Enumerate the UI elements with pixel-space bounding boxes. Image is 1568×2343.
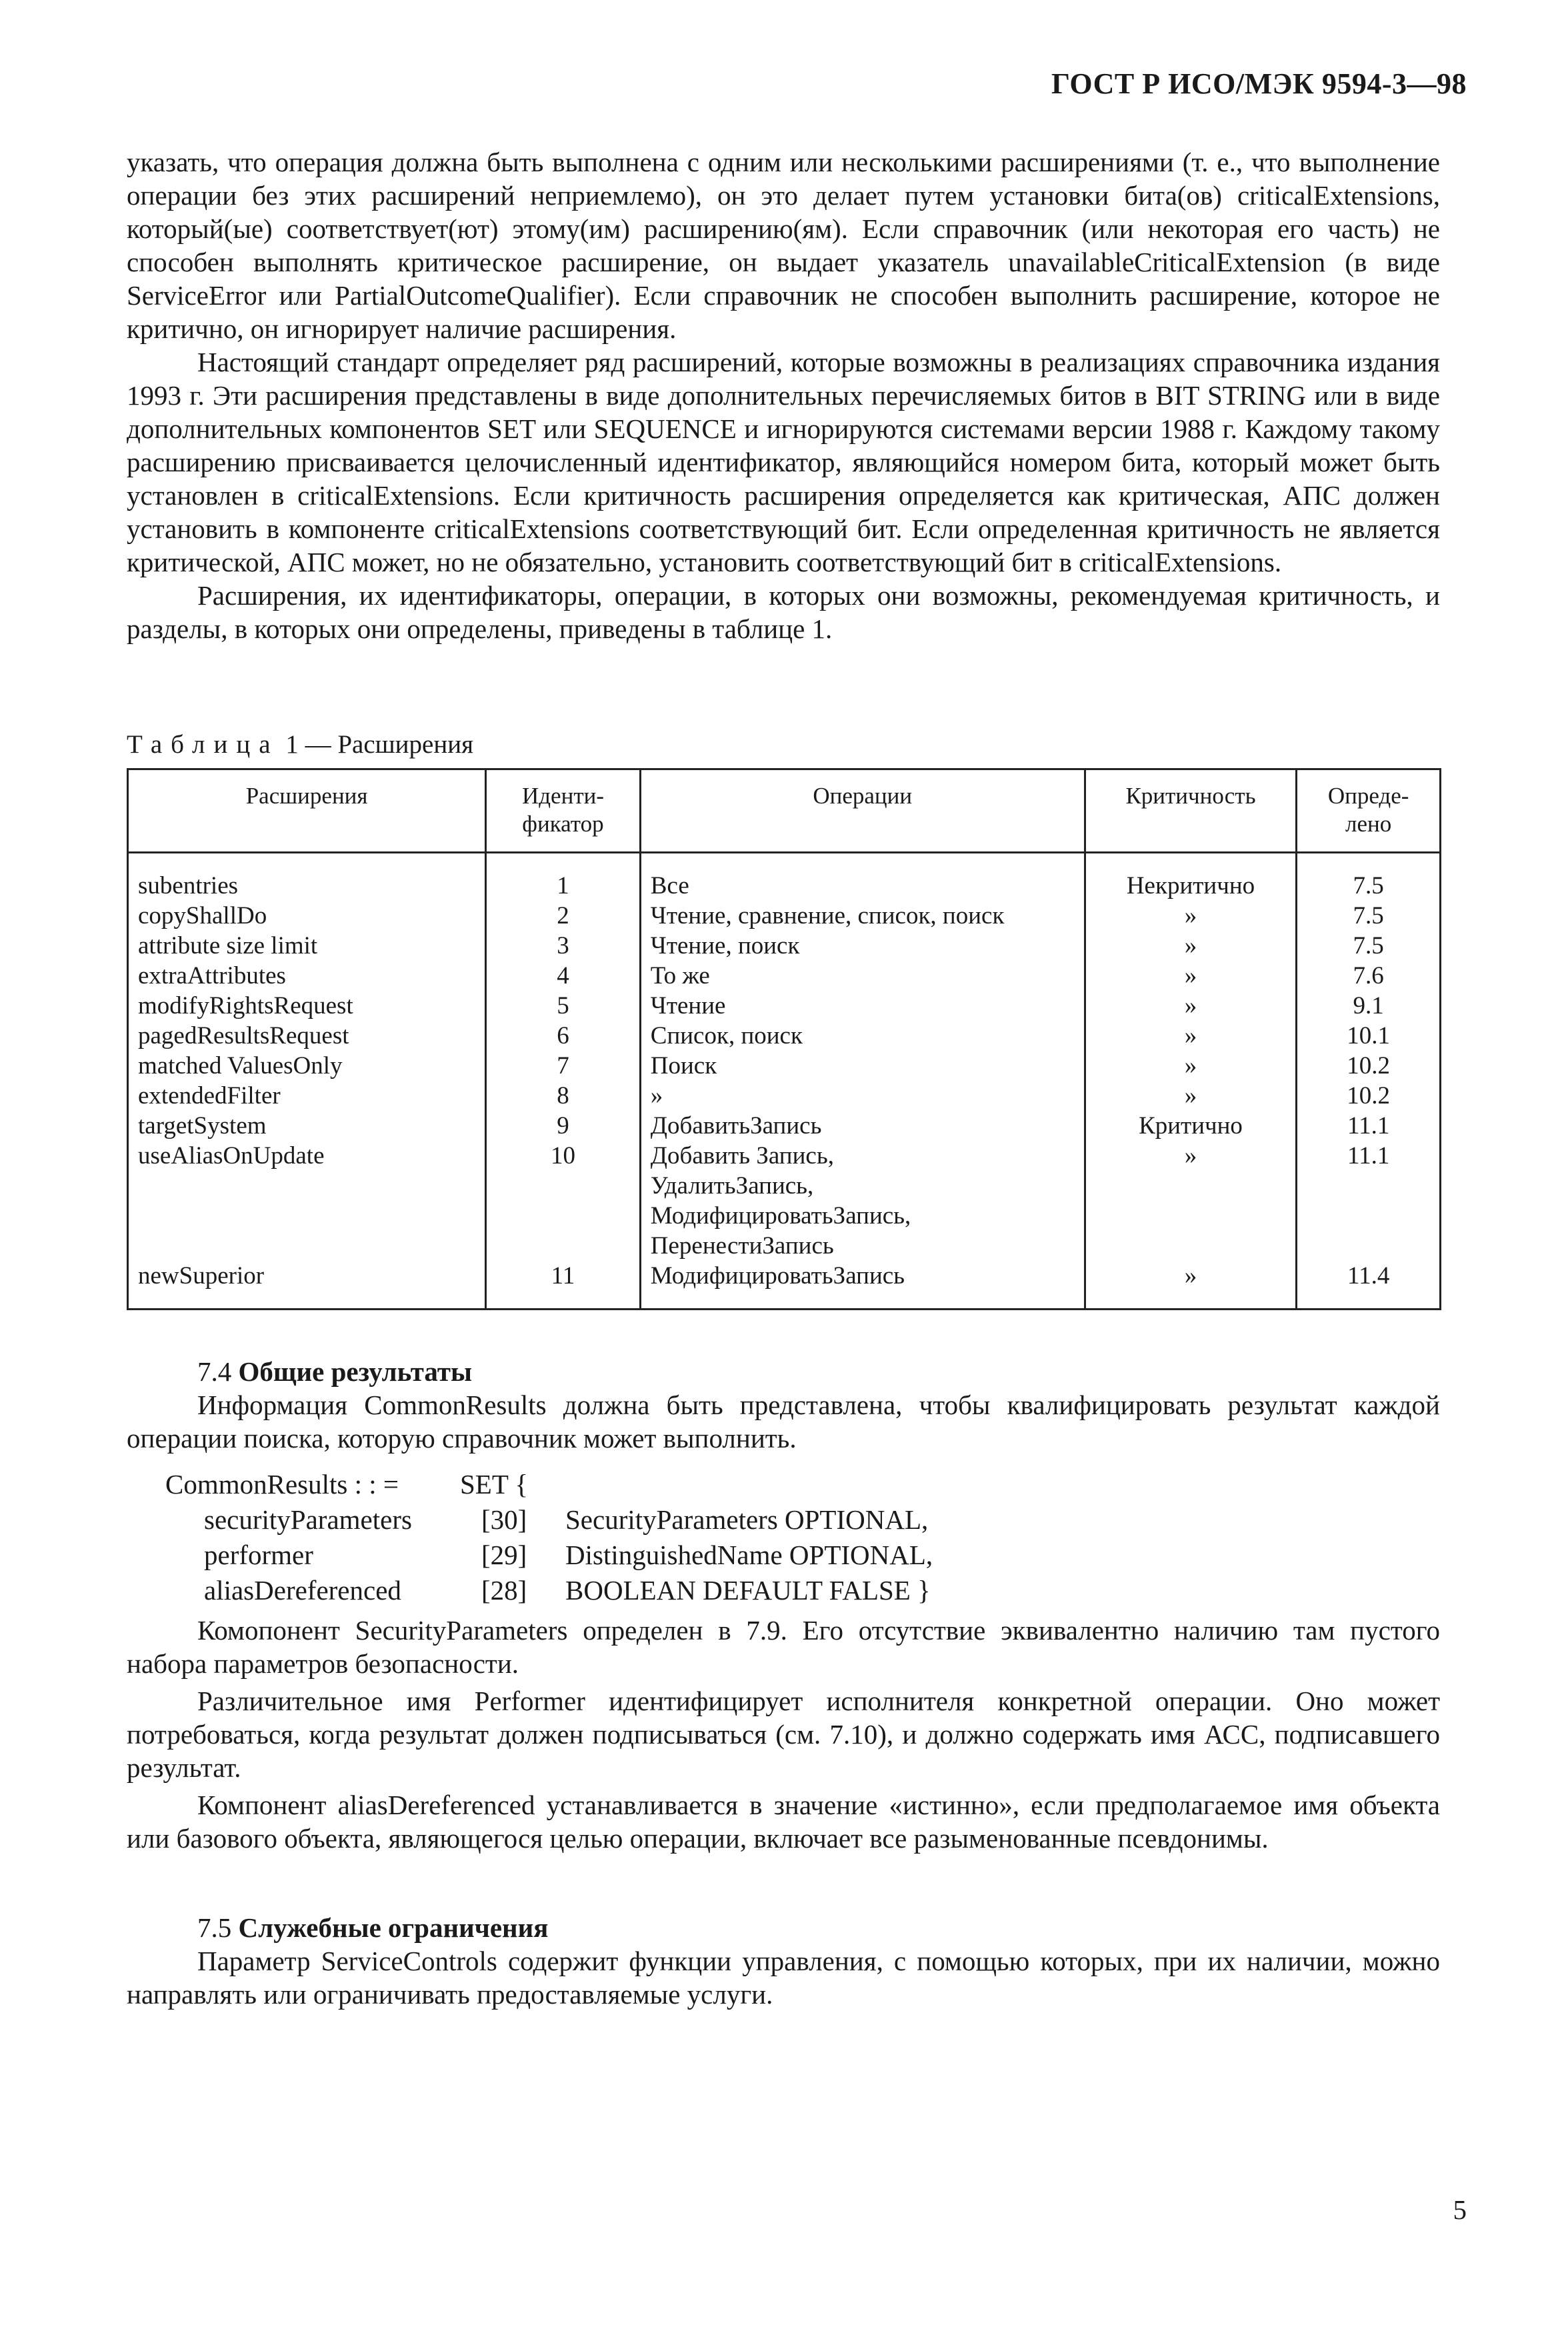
cell-identifier: 6: [486, 1021, 641, 1051]
asn-field-type: DistinguishedName OPTIONAL,: [565, 1540, 933, 1570]
cell-extension: extraAttributes: [128, 961, 486, 991]
table-caption: [127, 729, 473, 759]
cell-extension: pagedResultsRequest: [128, 1021, 486, 1051]
section-7-4-heading: [127, 1355, 1440, 1388]
asn-field-tag: [30]: [481, 1504, 527, 1535]
cell-defined: 7.5: [1297, 901, 1441, 931]
asn-field-tag: [28]: [481, 1575, 527, 1606]
asn-field-type: SecurityParameters OPTIONAL,: [565, 1504, 929, 1535]
table-caption-word: Таблица: [127, 730, 279, 759]
header-operations: Операции: [640, 769, 1085, 853]
cell-defined: 11.1: [1297, 1111, 1441, 1141]
asn-field-type: BOOLEAN DEFAULT FALSE }: [565, 1575, 931, 1606]
paragraph-2: Настоящий стандарт определяет ряд расширений, которые возможны в реализациях справочника издания 1993 г. Эти расширения представлены в виде дополнительных перечисляемых битов в BIT STRING или в виде дополнительных компонентов SET или SEQUENCE и игнорируются системами версии 1988 г. Каждому такому расширению присваивается целочисленный идентификатор, являющийся номером бита, который может быть установлен в criticalExtensions. Если критичность расширения определяется как критическая, АПС должен установить в компоненте criticalExtensions соответствующий бит. Если определенная критичность не является критической, АПС может, но не обязательно, установить соответствующий бит в criticalExtensions.: [127, 347, 1440, 577]
header-defined: Опреде- лено: [1297, 769, 1441, 853]
cell-operations: Добавить Запись, УдалитьЗапись, МодифицироватьЗапись, ПеренестиЗапись: [640, 1141, 1085, 1261]
cell-extension: copyShallDo: [128, 901, 486, 931]
cell-criticality: »: [1085, 1081, 1297, 1111]
paragraph-alias-dereferenced: Компонент aliasDereferenced устанавливается в значение «истинно», если предполагаемое имя объекта или базового объекта, являющегося целью операции, включает все разыменованные псевдонимы.: [127, 1790, 1440, 1854]
asn-field-name: performer: [204, 1540, 313, 1570]
cell-identifier: 10: [486, 1141, 641, 1261]
cell-criticality: Некритично: [1085, 853, 1297, 901]
cell-identifier: 9: [486, 1111, 641, 1141]
section-7-4-intro: Информация CommonResults должна быть представлена, чтобы квалифицировать результат каждой операции поиска, которую справочник может выполнить.: [127, 1390, 1440, 1454]
cell-identifier: 8: [486, 1081, 641, 1111]
cell-identifier: 3: [486, 931, 641, 961]
header-extensions: Расширения: [128, 769, 486, 853]
cell-defined: 11.1: [1297, 1141, 1441, 1261]
cell-criticality: »: [1085, 1141, 1297, 1261]
cell-extension: targetSystem: [128, 1111, 486, 1141]
table-row: [128, 961, 1441, 991]
cell-identifier: 5: [486, 991, 641, 1021]
cell-defined: 10.2: [1297, 1051, 1441, 1081]
cell-criticality: »: [1085, 1051, 1297, 1081]
cell-extension: modifyRightsRequest: [128, 991, 486, 1021]
cell-defined: 11.4: [1297, 1261, 1441, 1310]
asn-header: CommonResults : : =: [165, 1469, 399, 1500]
cell-operations: Чтение, поиск: [640, 931, 1085, 961]
paragraph-performer: Различительное имя Performer идентифицирует исполнителя конкретной операции. Оно может потребоваться, когда результат должен подписываться (см. 7.10), и должно содержать имя АСС, подписавшего результат.: [127, 1686, 1440, 1783]
extensions-table: [127, 768, 1441, 1310]
page-number: 5: [1453, 2194, 1467, 2225]
cell-defined: 7.6: [1297, 961, 1441, 991]
cell-extension: newSuperior: [128, 1261, 486, 1310]
table-row: [128, 1261, 1441, 1310]
cell-identifier: 4: [486, 961, 641, 991]
cell-extension: extendedFilter: [128, 1081, 486, 1111]
table-caption-rest: 1 — Расширения: [285, 730, 474, 759]
cell-extension: useAliasOnUpdate: [128, 1141, 486, 1261]
paragraph-1: указать, что операция должна быть выполнена с одним или несколькими расширениями (т. е., что выполнение операции без этих расширений неприемлемо), он это делает путем установки бита(ов) criticalExtensions, который(ые) соответствует(ют) этому(им) расширению(ям). Если справочник (или некоторая его часть) не способен выполнять критическое расширение, он выдает указатель unavailableCriticalExtension (в виде ServiceError или PartialOutcomeQualifier). Если справочник не способен выполнить расширение, которое не критично, он игнорирует наличие расширения.: [127, 147, 1440, 344]
table-header-row: [128, 769, 1441, 853]
cell-criticality: »: [1085, 931, 1297, 961]
asn-field-name: securityParameters: [204, 1504, 412, 1535]
cell-extension: attribute size limit: [128, 931, 486, 961]
cell-operations: Все: [640, 853, 1085, 901]
table-body: [128, 853, 1441, 1310]
section-7-4-number: 7.4: [197, 1356, 232, 1387]
cell-extension: subentries: [128, 853, 486, 901]
table-row: [128, 1021, 1441, 1051]
cell-operations: МодифицироватьЗапись: [640, 1261, 1085, 1310]
table-row: [128, 901, 1441, 931]
table-row: [128, 1141, 1441, 1261]
cell-operations: Поиск: [640, 1051, 1085, 1081]
cell-operations: Чтение: [640, 991, 1085, 1021]
cell-identifier: 11: [486, 1261, 641, 1310]
table-row: [128, 853, 1441, 901]
section-7-5-number: 7.5: [197, 1912, 232, 1943]
cell-operations: То же: [640, 961, 1085, 991]
paragraph-3: Расширения, их идентификаторы, операции, в которых они возможны, рекомендуемая критичность, и разделы, в которых они определены, приведены в таблице 1.: [127, 580, 1440, 644]
section-7-5-title: Служебные ограничения: [238, 1912, 549, 1943]
table-row: [128, 991, 1441, 1021]
asn-header-keyword: SET {: [460, 1469, 529, 1500]
section-7-4: [127, 1355, 1440, 1455]
paragraph-security-parameters: Комопонент SecurityParameters определен в 7.9. Его отсутствие эквивалентно наличию там пустого набора параметров безопасности.: [127, 1615, 1440, 1679]
section-7-5: [127, 1911, 1440, 2011]
cell-defined: 10.1: [1297, 1021, 1441, 1051]
cell-defined: 10.2: [1297, 1081, 1441, 1111]
intro-text: [127, 145, 1440, 645]
table-row: [128, 1111, 1441, 1141]
cell-identifier: 1: [486, 853, 641, 901]
header-criticality: Критичность: [1085, 769, 1297, 853]
cell-defined: 7.5: [1297, 853, 1441, 901]
cell-operations: »: [640, 1081, 1085, 1111]
cell-operations: ДобавитьЗапись: [640, 1111, 1085, 1141]
section-7-4-body: [127, 1614, 1440, 1855]
document-header: ГОСТ Р ИСО/МЭК 9594-3—98: [1051, 67, 1467, 100]
table-row: [128, 1051, 1441, 1081]
section-7-4-title: Общие результаты: [238, 1356, 473, 1387]
section-7-5-heading: [127, 1911, 1440, 1944]
header-identifier: Иденти- фикатор: [486, 769, 641, 853]
cell-criticality: »: [1085, 991, 1297, 1021]
cell-operations: Список, поиск: [640, 1021, 1085, 1051]
section-7-5-paragraph: Параметр ServiceControls содержит функции управления, с помощью которых, при их наличии, можно направлять или ограничивать предоставляемые услуги.: [127, 1946, 1440, 2010]
cell-identifier: 7: [486, 1051, 641, 1081]
cell-criticality: »: [1085, 961, 1297, 991]
cell-identifier: 2: [486, 901, 641, 931]
cell-criticality: Критично: [1085, 1111, 1297, 1141]
cell-extension: matched ValuesOnly: [128, 1051, 486, 1081]
cell-criticality: »: [1085, 1021, 1297, 1051]
table-row: [128, 931, 1441, 961]
asn-field-tag: [29]: [481, 1540, 527, 1570]
table-row: [128, 1081, 1441, 1111]
cell-operations: Чтение, сравнение, список, поиск: [640, 901, 1085, 931]
cell-criticality: »: [1085, 1261, 1297, 1310]
cell-criticality: »: [1085, 901, 1297, 931]
cell-defined: 7.5: [1297, 931, 1441, 961]
cell-defined: 9.1: [1297, 991, 1441, 1021]
asn-field-name: aliasDereferenced: [204, 1575, 401, 1606]
